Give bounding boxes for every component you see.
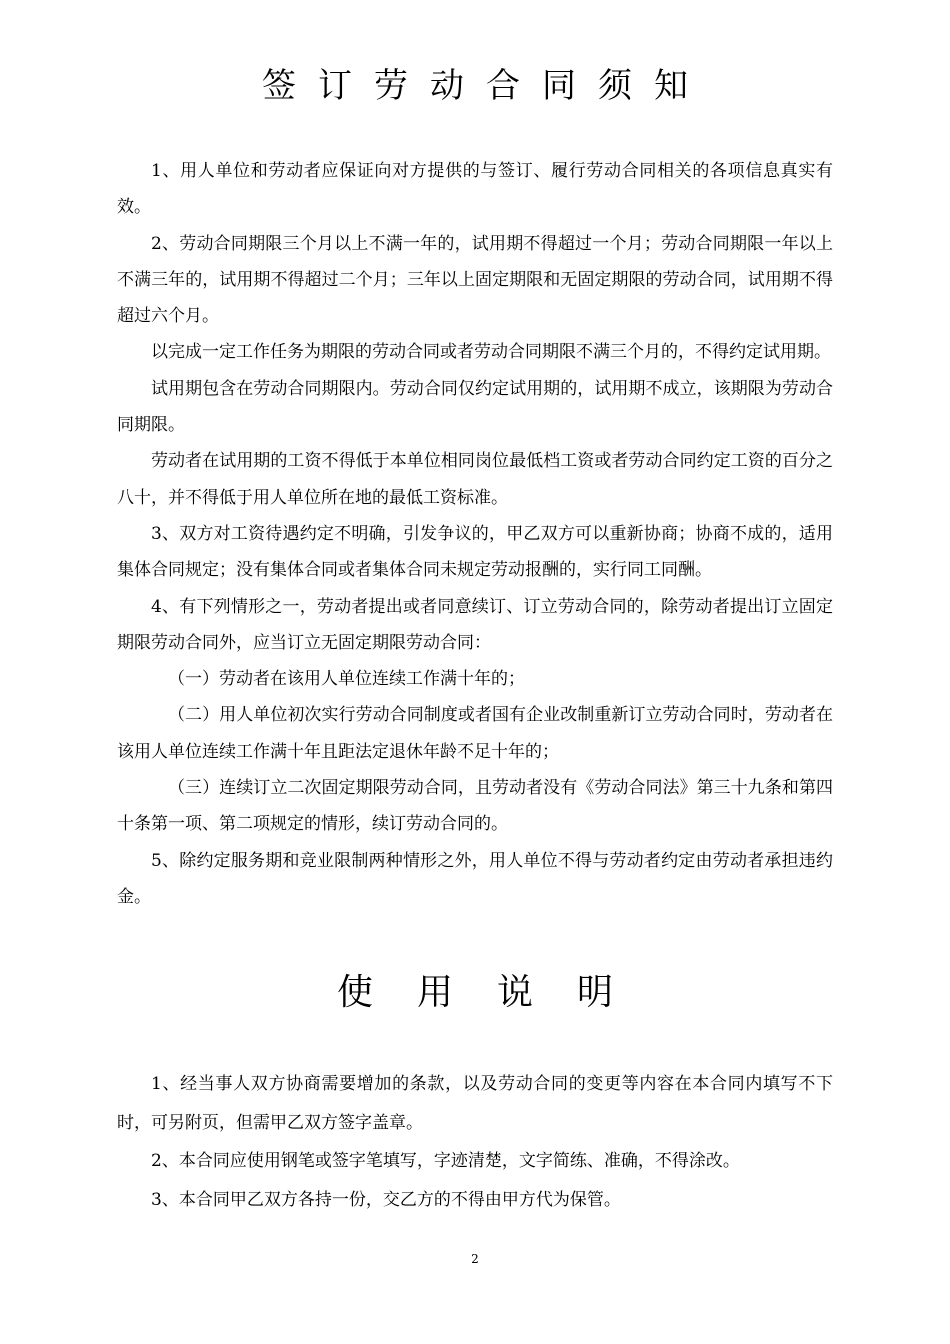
instructions-title-char: 使 xyxy=(336,972,373,1013)
page-title: 签订劳动合同须知 xyxy=(262,66,710,106)
notice-paragraph: 3、双方对工资待遇约定不明确，引发争议的，甲乙双方可以重新协商；协商不成的，适用集体合同规定；没有集体合同或者集体合同未规定劳动报酬的，实行同工同酬。 xyxy=(117,523,833,581)
notice-paragraph: 试用期包含在劳动合同期限内。劳动合同仅约定试用期的，试用期不成立，该期限为劳动合同期限。 xyxy=(117,378,833,436)
instruction-paragraph: 3、本合同甲乙双方各持一份，交乙方的不得由甲方代为保管。 xyxy=(151,1189,621,1210)
notice-paragraph: 1、用人单位和劳动者应保证向对方提供的与签订、履行劳动合同相关的各项信息真实有效。 xyxy=(117,161,833,218)
notice-list-item: （三）连续订立二次固定期限劳动合同，且劳动者没有《劳动合同法》第三十九条和第四十条第一项、第二项规定的情形，续订劳动合同的。 xyxy=(117,778,833,835)
notice-paragraph: 2、劳动合同期限三个月以上不满一年的，试用期不得超过一个月；劳动合同期限一年以上不满三年的，试用期不得超过二个月；三年以上固定期限和无固定期限的劳动合同，试用期不得超过六个月。 xyxy=(117,233,833,327)
notice-list-item: （二）用人单位初次实行劳动合同制度或者国有企业改制重新订立劳动合同时，劳动者在该用人单位连续工作满十年且距法定退休年龄不足十年的； xyxy=(117,705,833,762)
notice-paragraph: 以完成一定工作任务为期限的劳动合同或者劳动合同期限不满三个月的，不得约定试用期。 xyxy=(151,342,831,363)
notice-section xyxy=(117,153,833,915)
instruction-paragraph: 1、经当事人双方协商需要增加的条款，以及劳动合同的变更等内容在本合同内填写不下时，可另附页，但需甲乙双方签字盖章。 xyxy=(117,1074,833,1133)
notice-paragraph: 5、除约定服务期和竞业限制两种情形之外，用人单位不得与劳动者约定由劳动者承担违约金。 xyxy=(117,850,833,907)
notice-list-item: （一）劳动者在该用人单位连续工作满十年的； xyxy=(168,669,525,690)
instructions-title xyxy=(0,968,950,1018)
instruction-paragraph: 2、本合同应使用钢笔或签字笔填写，字迹清楚，文字简练、准确，不得涂改。 xyxy=(151,1151,740,1171)
page-number: 2 xyxy=(471,1252,479,1266)
instructions-title-char: 明 xyxy=(577,972,614,1013)
instructions-title-char: 用 xyxy=(416,972,453,1013)
notice-paragraph: 劳动者在试用期的工资不得低于本单位相同岗位最低档工资或者劳动合同约定工资的百分之八十，并不得低于用人单位所在地的最低工资标准。 xyxy=(117,451,833,508)
notice-paragraph: 4、有下列情形之一，劳动者提出或者同意续订、订立劳动合同的，除劳动者提出订立固定期限劳动合同外，应当订立无固定期限劳动合同： xyxy=(117,596,833,653)
instructions-section xyxy=(117,1065,833,1219)
instructions-title-char: 说 xyxy=(497,972,534,1013)
